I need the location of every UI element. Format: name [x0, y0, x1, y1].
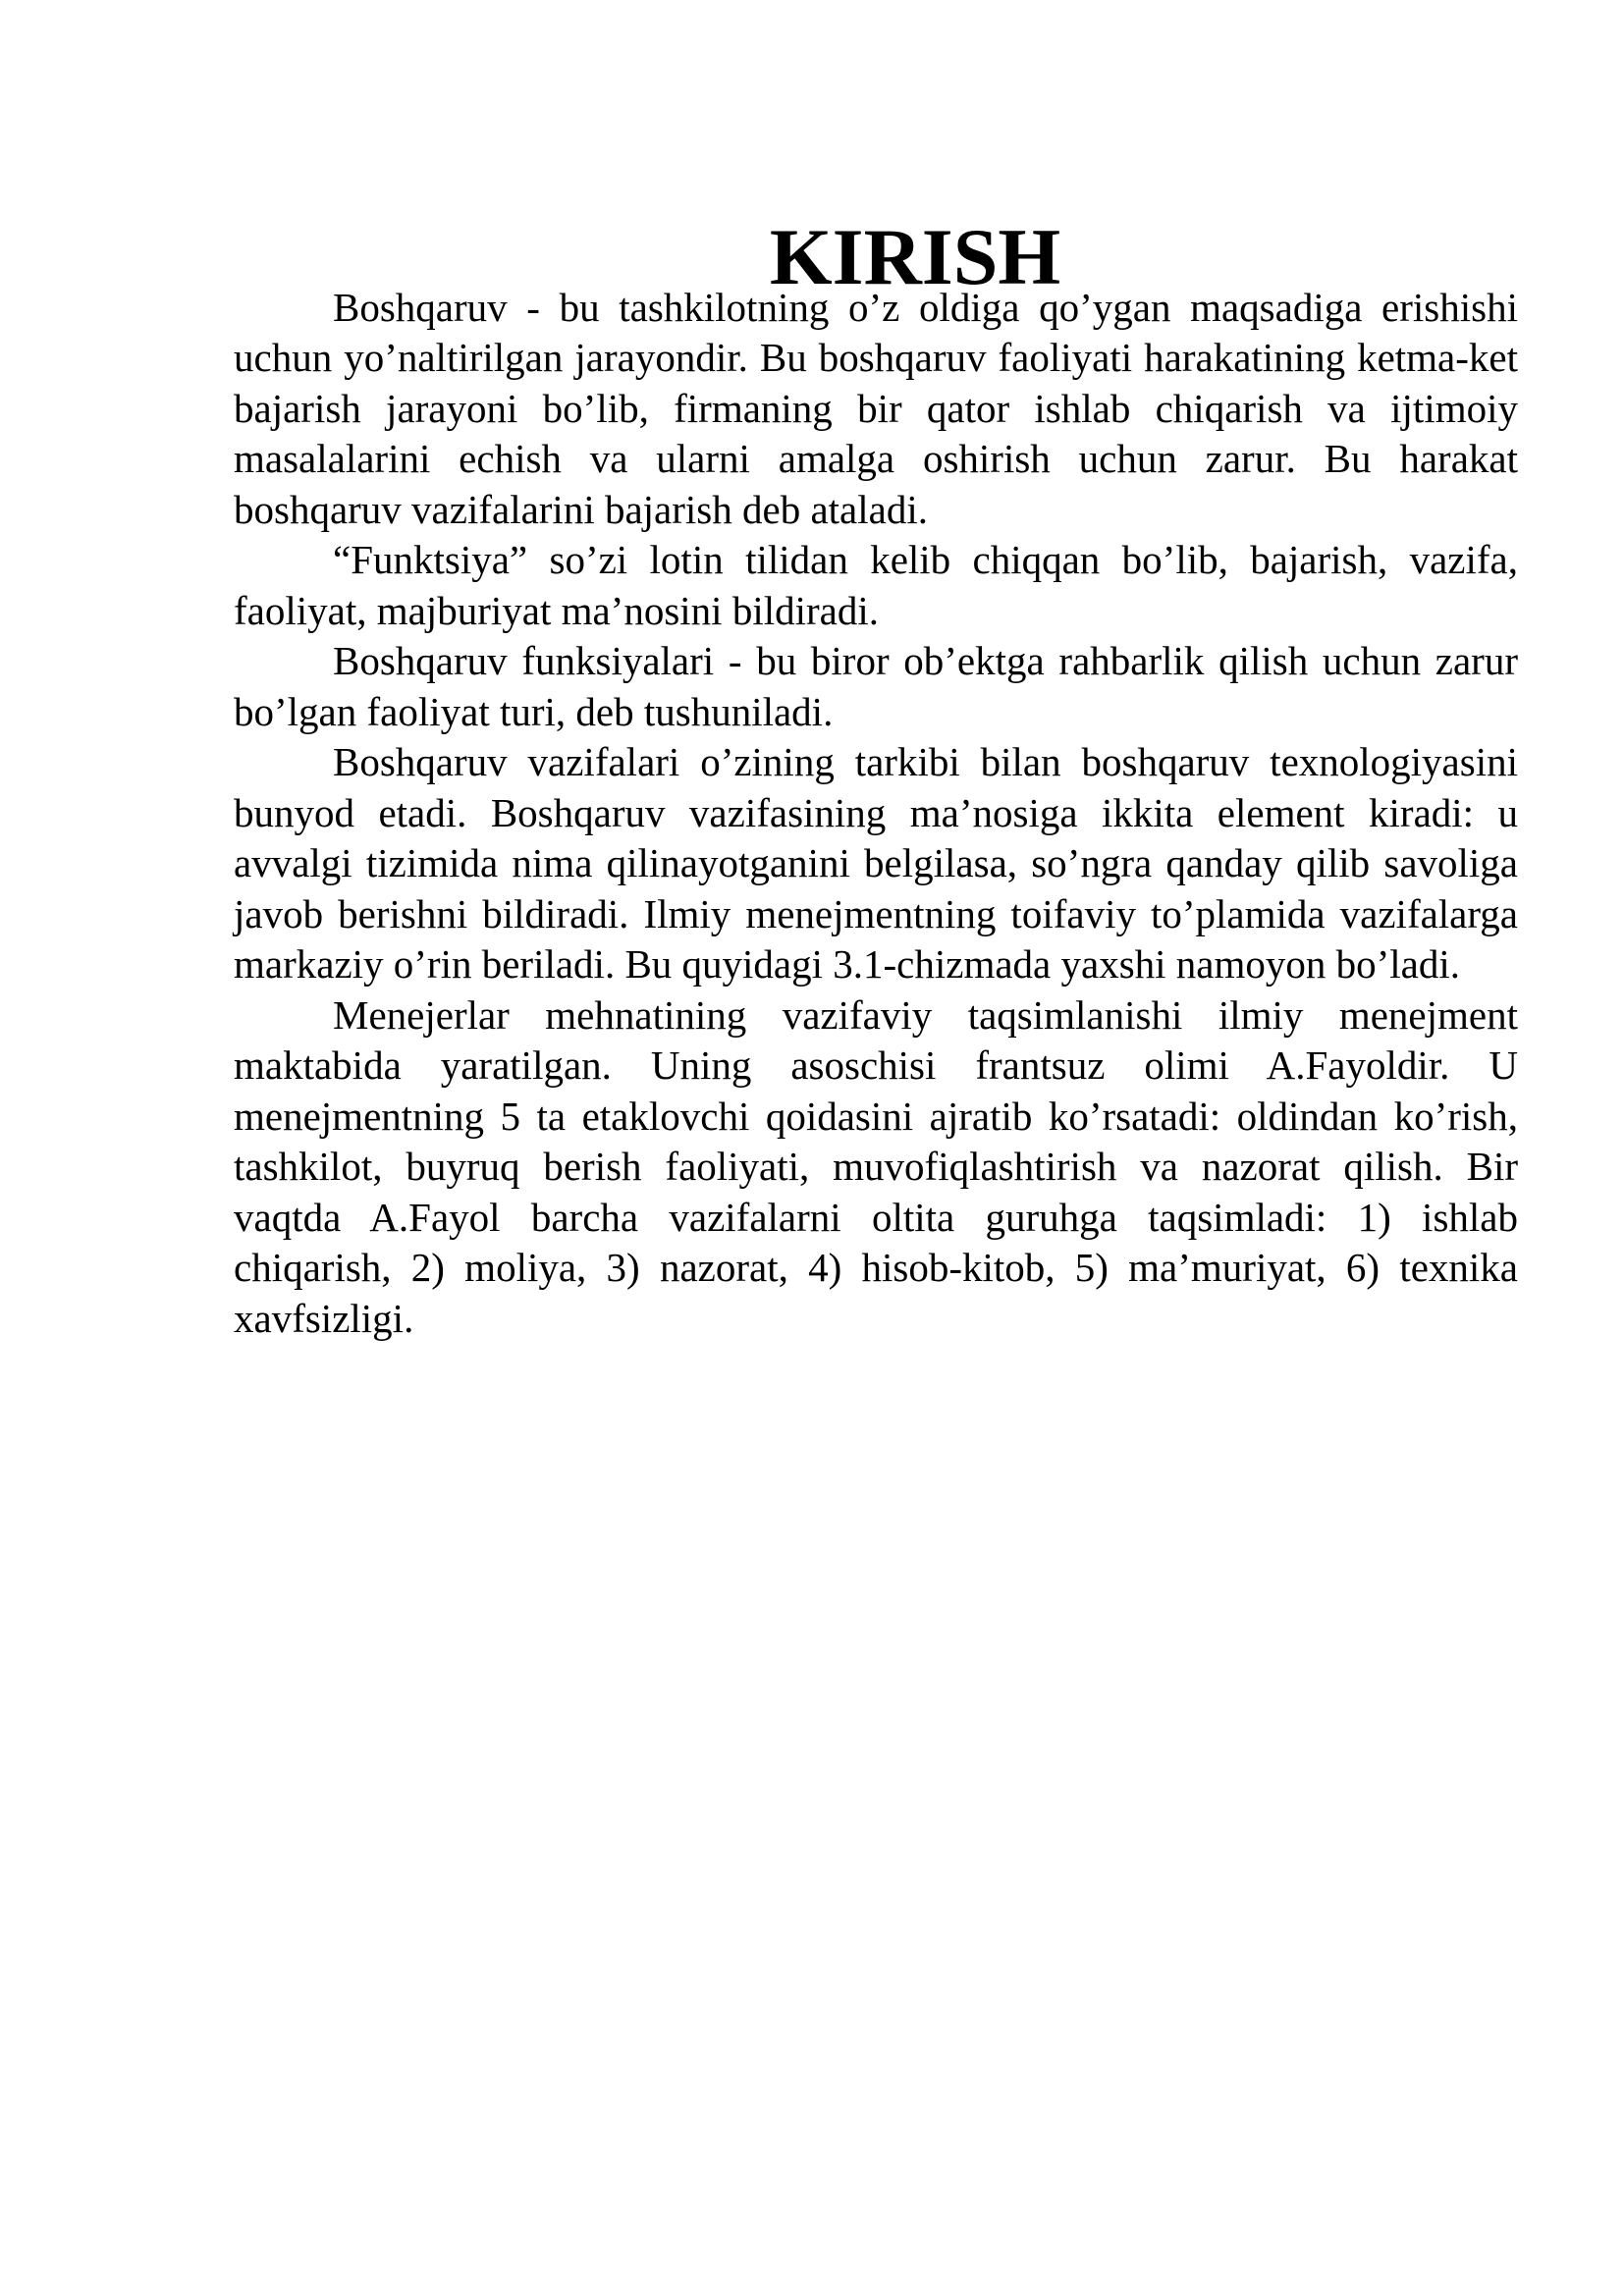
paragraph-5: Menejerlar mehnatining vazifaviy taqsimlanishi ilmiy menejment maktabida yaratilgan. Uning asoschisi frantsuz olimi A.Fayoldir. U menejmentning 5 ta etaklovchi qoidasini ajratib ko’rsatadi: oldindan ko’rish, tashkilot, buyruq berish faoliyati, muvofiqlashtirish va nazorat qilish. Bir vaqtda A.Fayol barcha vazifalarni oltita guruhga taqsimladi: 1) ishlab chiqarish, 2) moliya, 3) nazorat, 4) hisob-kitob, 5) ma’muriyat, 6) texnika xavfsizligi. — [234, 991, 1518, 1341]
paragraph-3: Boshqaruv funksiyalari - bu biror ob’ektga rahbarlik qilish uchun zarur bo’lgan faoliyat turi, deb tushuniladi. — [234, 638, 1518, 734]
paragraph-2: “Funktsiya” so’zi lotin tilidan kelib chiqqan bo’lib, bajarish, vazifa, faoliyat, majburiyat ma’nosini bildiradi. — [234, 537, 1518, 633]
page-body — [234, 212, 1518, 1344]
page-title: KIRISH — [769, 212, 1061, 301]
paragraph-1: Boshqaruv - bu tashkilotning o’z oldiga qo’ygan maqsadiga erishishi uchun yo’naltirilgan jarayondir. Bu boshqaruv faoliyati harakatining ketma-ket bajarish jarayoni bo’lib, firmaning bir qator ishlab chiqarish va ijtimoiy masalalarini echish va ularni amalga oshirish uchun zarur. Bu harakat boshqaruv vazifalarini bajarish deb ataladi. — [234, 284, 1518, 532]
paragraph-4: Boshqaruv vazifalari o’zining tarkibi bilan boshqaruv texnologiyasini bunyod etadi. Boshqaruv vazifasining ma’nosiga ikkita element kiradi: u avvalgi tizimida nima qilinayotganini belgilasa, so’ngra qanday qilib savoliga javob berishni bildiradi. Ilmiy menejmentning toifaviy to’plamida vazifalarga markaziy o’rin beriladi. Bu quyidagi 3.1-chizmada yaxshi namoyon bo’ladi. — [234, 739, 1518, 987]
